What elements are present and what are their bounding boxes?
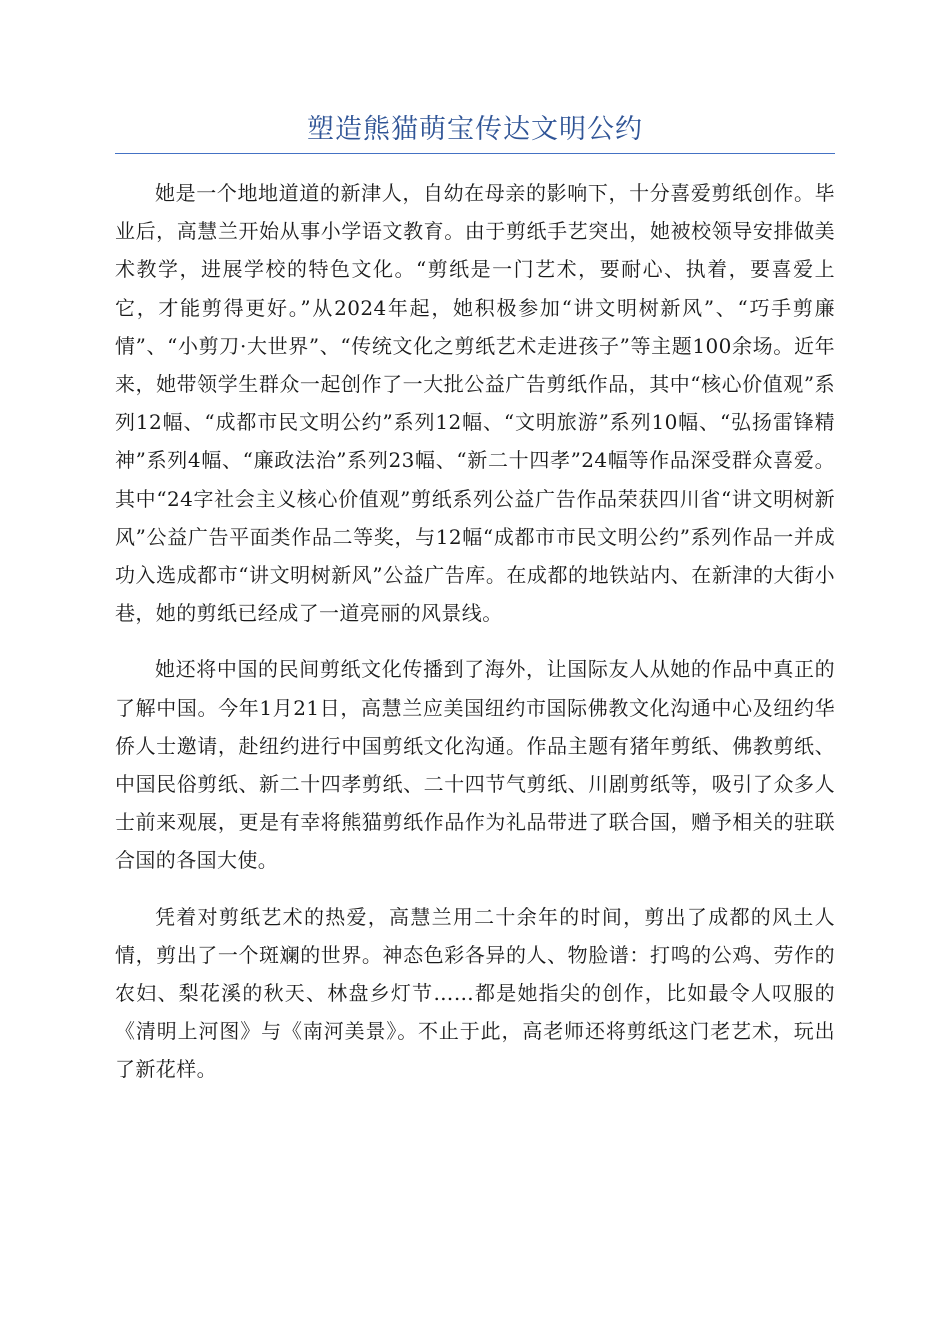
title-underline [115, 153, 835, 154]
paragraph-1: 她是一个地地道道的新津人，自幼在母亲的影响下，十分喜爱剪纸创作。毕业后，高慧兰开始从事小学语文教育。由于剪纸手艺突出，她被校领导安排做美术教学，进展学校的特色文化。“剪纸是一门艺术，要耐心、执着，要喜爱上它，才能剪得更好。”从2024年起，她积极参加“讲文明树新风”、“巧手剪廉情”、“小剪刀·大世界”、“传统文化之剪纸艺术走进孩子”等主题100余场。近年来，她带领学生群众一起创作了一大批公益广告剪纸作品，其中“核心价值观”系列12幅、“成都市民文明公约”系列12幅、“文明旅游”系列10幅、“弘扬雷锋精神”系列4幅、“廉政法治”系列23幅、“新二十四孝”24幅等作品深受群众喜爱。其中“24字社会主义核心价值观”剪纸系列公益广告作品荣获四川省“讲文明树新风”公益广告平面类作品二等奖，与12幅“成都市市民文明公约”系列作品一并成功入选成都市“讲文明树新风”公益广告库。在成都的地铁站内、在新津的大街小巷，她的剪纸已经成了一道亮丽的风景线。 [115, 181, 835, 626]
document-title: 塑造熊猫萌宝传达文明公约 [307, 114, 643, 145]
document-body [115, 174, 835, 1107]
paragraph-3: 凭着对剪纸艺术的热爱，高慧兰用二十余年的时间，剪出了成都的风土人情，剪出了一个斑斓的世界。神态色彩各异的人、物脸谱：打鸣的公鸡、劳作的农妇、梨花溪的秋天、林盘乡灯节……都是她指尖的创作，比如最令人叹服的《清明上河图》与《南河美景》。不止于此，高老师还将剪纸这门老艺术，玩出了新花样。 [115, 904, 835, 1082]
paragraph-2: 她还将中国的民间剪纸文化传播到了海外，让国际友人从她的作品中真正的了解中国。今年1月21日，高慧兰应美国纽约市国际佛教文化沟通中心及纽约华侨人士邀请，赴纽约进行中国剪纸文化沟通。作品主题有猪年剪纸、佛教剪纸、中国民俗剪纸、新二十四孝剪纸、二十四节气剪纸、川剧剪纸等，吸引了众多人士前来观展，更是有幸将熊猫剪纸作品作为礼品带进了联合国，赠予相关的驻联合国的各国大使。 [115, 657, 835, 873]
